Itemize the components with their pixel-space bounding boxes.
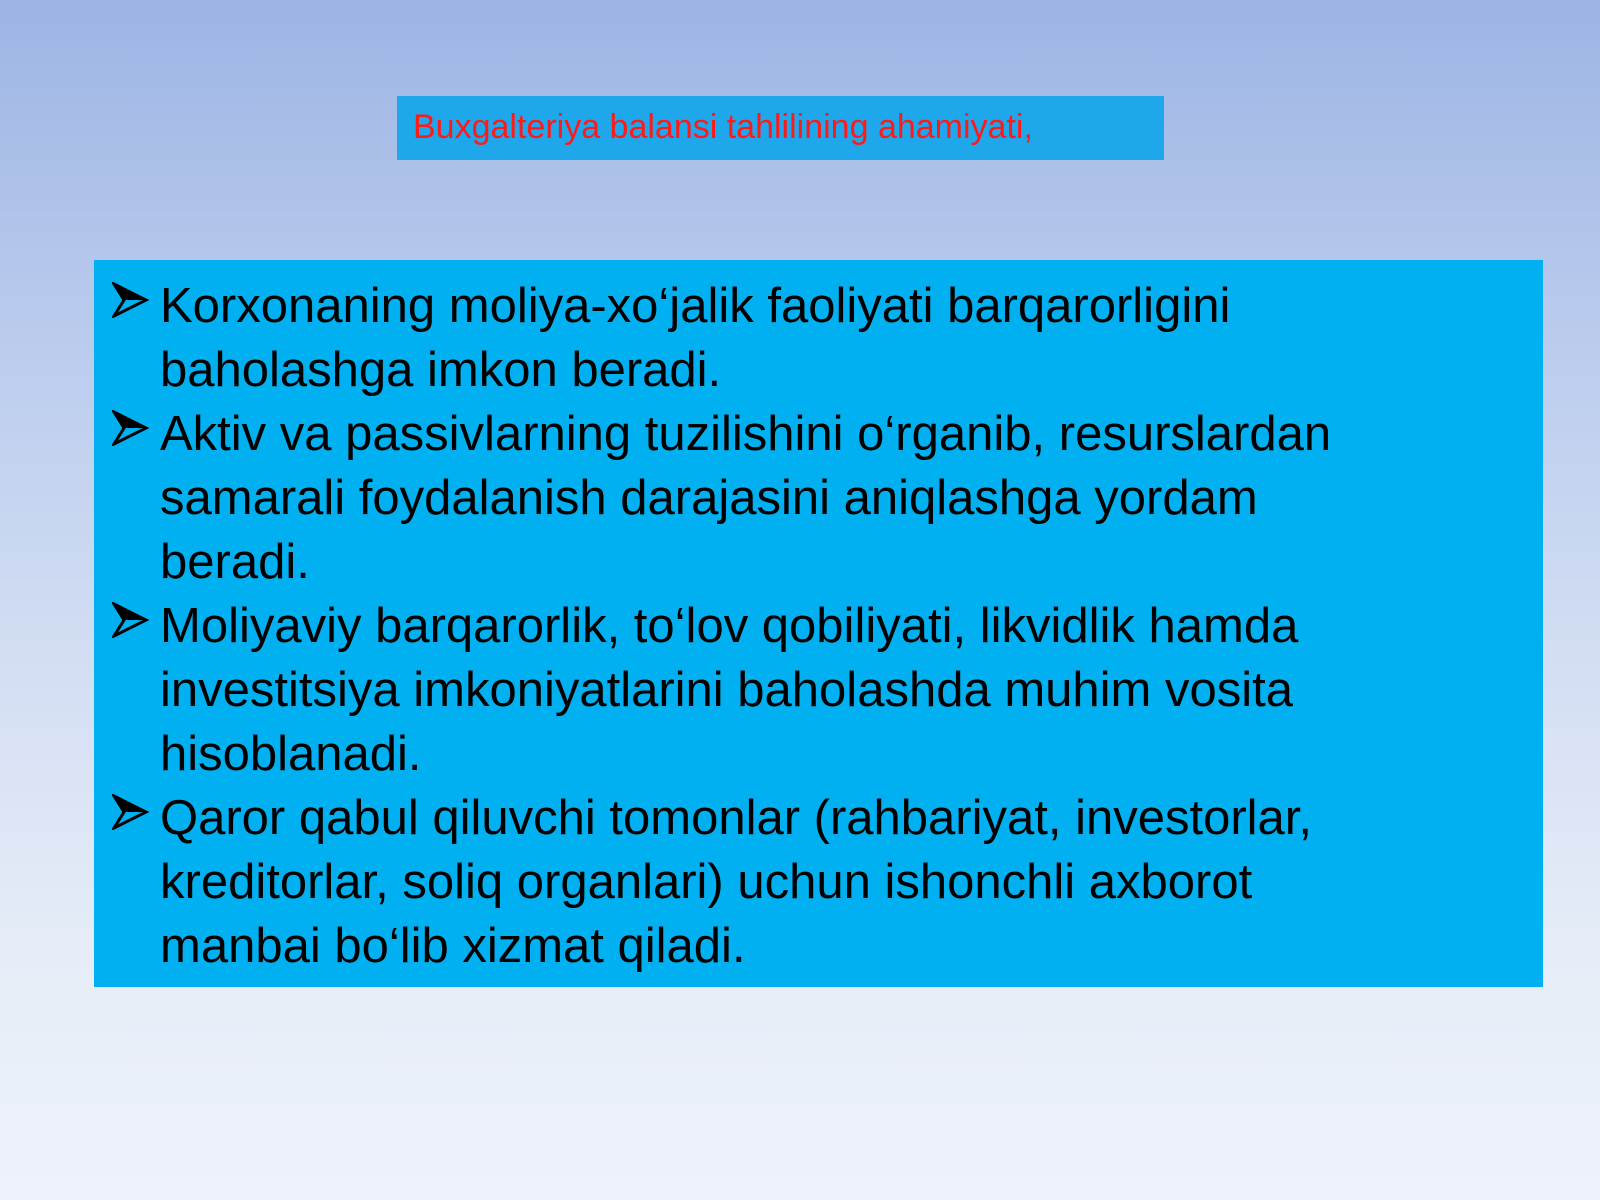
bullet-line: manbai bo‘lib xizmat qiladi.: [160, 919, 746, 973]
slide-title: Buxgalteriya balansi tahlilining ahamiyati,: [413, 108, 1033, 146]
bullet-line: Moliyaviy barqarorlik, to‘lov qobiliyati, likvidlik hamda: [160, 599, 1299, 653]
arrowhead-bullet-icon: [112, 402, 160, 466]
bullet-line: Aktiv va passivlarning tuzilishini o‘rganib, resurslardan: [160, 407, 1332, 461]
bullet-line: Korxonaning moliya-xo‘jalik faoliyati barqarorligini: [160, 279, 1231, 333]
bullet-line: kreditorlar, soliq organlari) uchun ishonchli axborot: [160, 855, 1253, 909]
bullet-text: [160, 274, 1520, 402]
bullet-item: [112, 402, 1523, 594]
bullet-item: [112, 786, 1523, 978]
bullet-line: hisoblanadi.: [160, 727, 422, 781]
bullet-line: beradi.: [160, 535, 310, 589]
bullet-item: [112, 274, 1523, 402]
bullet-list: [94, 260, 1543, 987]
bullet-line: samarali foydalanish darajasini aniqlashga yordam: [160, 471, 1258, 525]
arrowhead-bullet-icon: [112, 274, 160, 338]
bullet-line: baholashga imkon beradi.: [160, 343, 722, 397]
title-box: [397, 96, 1164, 160]
arrowhead-bullet-icon: [112, 594, 160, 658]
bullet-line: Qaror qabul qiluvchi tomonlar (rahbariyat, investorlar,: [160, 791, 1313, 845]
bullet-line: investitsiya imkoniyatlarini baholashda muhim vosita: [160, 663, 1293, 717]
bullet-item: [112, 594, 1523, 786]
bullet-text: [160, 594, 1520, 786]
bullet-text: [160, 786, 1520, 978]
bullet-text: [160, 402, 1520, 594]
arrowhead-bullet-icon: [112, 786, 160, 850]
